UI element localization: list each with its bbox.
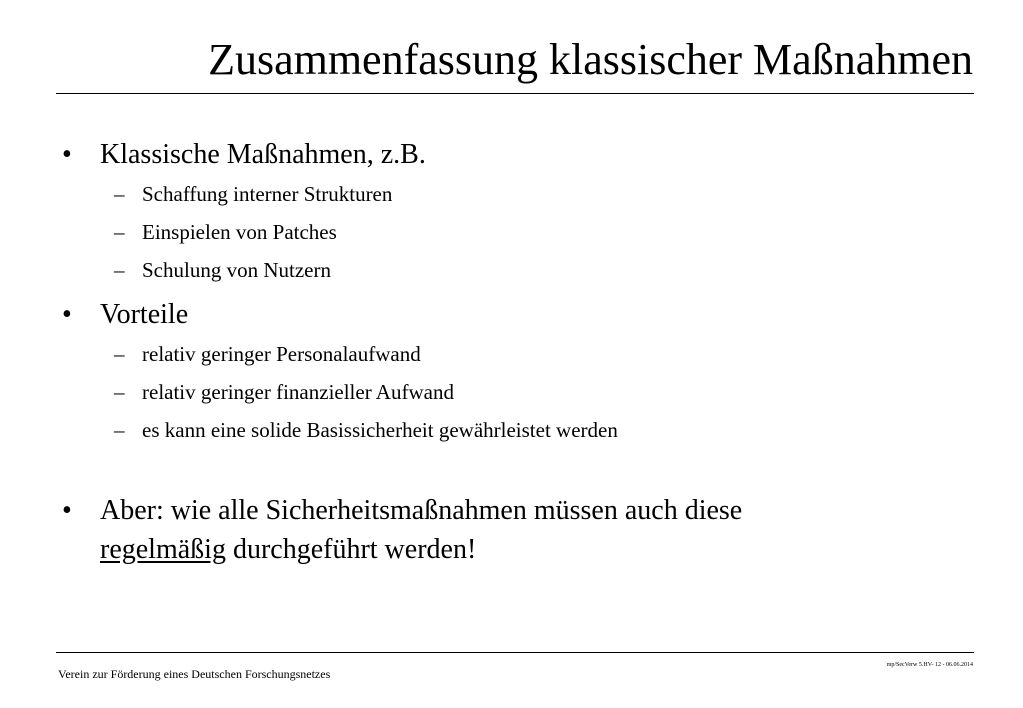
sub-item-text: Schulung von Nutzern xyxy=(142,258,331,282)
title-divider xyxy=(56,93,974,94)
dash-icon: – xyxy=(114,342,125,366)
sub-item-text: Einspielen von Patches xyxy=(142,220,337,244)
sub-item xyxy=(62,335,962,373)
closing-emphasis: regelmäßig xyxy=(100,534,226,565)
dash-icon: – xyxy=(114,418,125,442)
sub-item-text: es kann eine solide Basissicherheit gewährleistet werden xyxy=(142,418,618,442)
sub-list-classic-measures xyxy=(62,175,962,289)
sub-item-text: Schaffung interner Strukturen xyxy=(142,182,393,206)
footer-organization: Verein zur Förderung eines Deutschen Forschungsnetzes xyxy=(58,667,331,681)
sub-item xyxy=(62,411,962,449)
bullet-closing-statement xyxy=(62,491,962,569)
sub-item xyxy=(62,373,962,411)
bullet-text: Vorteile xyxy=(100,299,189,330)
sub-item xyxy=(62,251,962,289)
dash-icon: – xyxy=(114,182,125,206)
bullet-icon: • xyxy=(62,139,72,170)
sub-item xyxy=(62,175,962,213)
closing-text-start: Aber: wie alle Sicherheitsmaßnahmen müssen auch diese xyxy=(100,495,743,526)
slide-content xyxy=(62,138,962,569)
sub-list-advantages xyxy=(62,335,962,449)
closing-text-end: durchgeführt werden! xyxy=(232,534,477,565)
dash-icon: – xyxy=(114,220,125,244)
bullet-icon: • xyxy=(62,495,72,526)
slide-title: Zusammenfassung klassischer Maßnahmen xyxy=(208,35,973,84)
dash-icon: – xyxy=(114,380,125,404)
bullet-icon: • xyxy=(62,299,72,330)
bullet-classic-measures xyxy=(62,138,962,172)
bullet-text: Klassische Maßnahmen, z.B. xyxy=(100,139,426,170)
sub-item xyxy=(62,213,962,251)
footer-reference: mp/SecVerw 5.HV- 12 - 06.06.2014 xyxy=(886,662,973,668)
sub-item-text: relativ geringer Personalaufwand xyxy=(142,342,421,366)
footer-divider xyxy=(56,652,974,653)
sub-item-text: relativ geringer finanzieller Aufwand xyxy=(142,380,454,404)
bullet-advantages xyxy=(62,298,962,332)
dash-icon: – xyxy=(114,258,125,282)
